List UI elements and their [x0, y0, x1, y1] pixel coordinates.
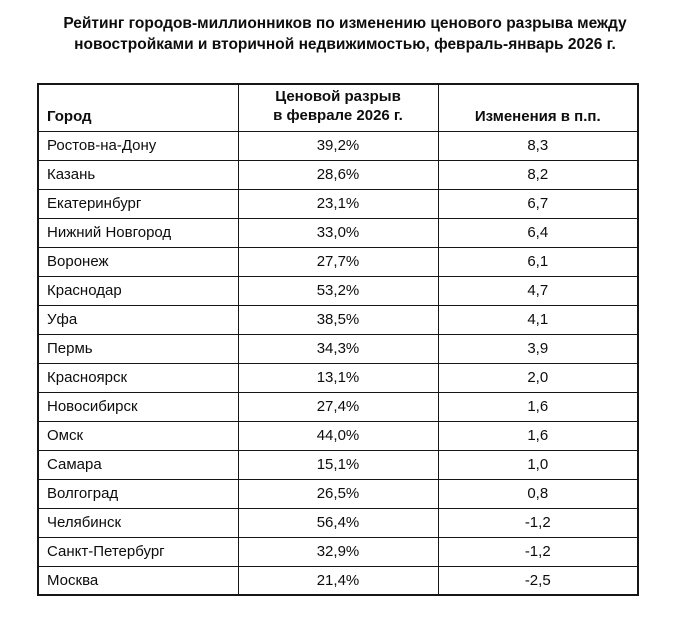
change-value: 1,6 [438, 392, 638, 421]
header-change: Изменения в п.п. [438, 84, 638, 131]
price-gap-value: 23,1% [238, 189, 438, 218]
table-row [38, 363, 638, 392]
change-value: 4,1 [438, 305, 638, 334]
price-gap-value: 56,4% [238, 508, 438, 537]
city-name: Воронеж [38, 247, 238, 276]
change-value: 0,8 [438, 479, 638, 508]
change-value: 1,6 [438, 421, 638, 450]
table-row [38, 131, 638, 160]
table-row [38, 160, 638, 189]
city-name: Красноярск [38, 363, 238, 392]
city-name: Новосибирск [38, 392, 238, 421]
change-value: 6,7 [438, 189, 638, 218]
city-name: Казань [38, 160, 238, 189]
price-gap-value: 21,4% [238, 566, 438, 595]
table-body [38, 131, 638, 595]
city-name: Москва [38, 566, 238, 595]
price-gap-value: 38,5% [238, 305, 438, 334]
chart-title [0, 0, 690, 55]
price-gap-value: 53,2% [238, 276, 438, 305]
price-gap-value: 26,5% [238, 479, 438, 508]
price-gap-value: 33,0% [238, 218, 438, 247]
change-value: 6,4 [438, 218, 638, 247]
table-row [38, 218, 638, 247]
table-row [38, 305, 638, 334]
header-price-gap-line1: Ценовой разрыв [275, 87, 401, 105]
price-gap-value: 27,7% [238, 247, 438, 276]
table-header [38, 84, 638, 131]
table-row [38, 247, 638, 276]
price-gap-value: 39,2% [238, 131, 438, 160]
header-city: Город [38, 84, 238, 131]
city-name: Санкт-Петербург [38, 537, 238, 566]
table-row [38, 189, 638, 218]
change-value: 6,1 [438, 247, 638, 276]
change-value: -2,5 [438, 566, 638, 595]
table-row [38, 566, 638, 595]
table-row [38, 421, 638, 450]
price-gap-value: 13,1% [238, 363, 438, 392]
price-gap-value: 15,1% [238, 450, 438, 479]
city-name: Уфа [38, 305, 238, 334]
table-row [38, 392, 638, 421]
price-gap-value: 28,6% [238, 160, 438, 189]
city-name: Омск [38, 421, 238, 450]
city-name: Ростов-на-Дону [38, 131, 238, 160]
change-value: 8,2 [438, 160, 638, 189]
price-gap-value: 44,0% [238, 421, 438, 450]
city-name: Челябинск [38, 508, 238, 537]
change-value: 1,0 [438, 450, 638, 479]
change-value: 3,9 [438, 334, 638, 363]
table-row [38, 479, 638, 508]
city-name: Волгоград [38, 479, 238, 508]
table-row [38, 537, 638, 566]
city-name: Екатеринбург [38, 189, 238, 218]
ranking-table [37, 83, 639, 596]
change-value: 8,3 [438, 131, 638, 160]
price-gap-value: 27,4% [238, 392, 438, 421]
change-value: 2,0 [438, 363, 638, 392]
header-price-gap [238, 84, 438, 131]
table-row [38, 450, 638, 479]
header-price-gap-line2: в феврале 2026 г. [273, 106, 403, 124]
chart-title-line1: Рейтинг городов-миллионников по изменению ценового разрыва между [63, 15, 627, 32]
chart-title-line2: новостройками и вторичной недвижимостью, февраль-январь 2026 г. [74, 36, 616, 53]
table-row [38, 334, 638, 363]
price-gap-value: 32,9% [238, 537, 438, 566]
change-value: -1,2 [438, 508, 638, 537]
change-value: 4,7 [438, 276, 638, 305]
city-name: Пермь [38, 334, 238, 363]
city-name: Краснодар [38, 276, 238, 305]
city-name: Самара [38, 450, 238, 479]
city-name: Нижний Новгород [38, 218, 238, 247]
price-gap-value: 34,3% [238, 334, 438, 363]
change-value: -1,2 [438, 537, 638, 566]
table-row [38, 276, 638, 305]
table-row [38, 508, 638, 537]
table-header-row [38, 84, 638, 131]
